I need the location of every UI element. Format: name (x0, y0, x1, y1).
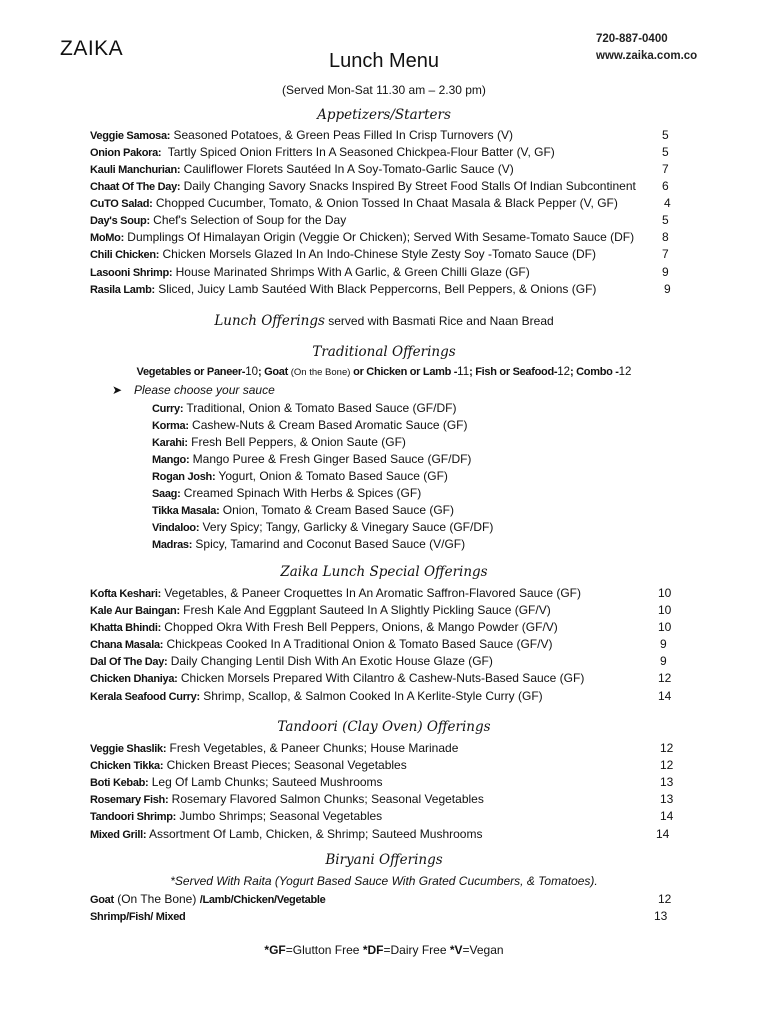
menu-item: Veggie Samosa: Seasoned Potatoes, & Green Peas Filled In Crisp Turnovers (V) 5 (90, 128, 669, 142)
item-price: 12 (658, 671, 672, 685)
item-price: 10 (658, 586, 672, 600)
lunch-offerings-heading: Lunch Offerings served with Basmati Rice and Naan Bread (214, 313, 554, 329)
item-price: 12 (660, 758, 674, 772)
section-heading-specials: Zaika Lunch Special Offerings (280, 564, 488, 580)
menu-item: Onion Pakora: Tartly Spiced Onion Fritters In A Seasoned Chickpea-Flour Batter (V, GF) 5 (90, 145, 669, 159)
menu-item: Kerala Seafood Curry: Shrimp, Scallop, & Salmon Cooked In A Kerlite-Style Curry (GF) 14 (90, 689, 672, 703)
section-heading-tandoori: Tandoori (Clay Oven) Offerings (277, 719, 491, 735)
menu-item: Veggie Shaslik: Fresh Vegetables, & Paneer Chunks; House Marinade 12 (90, 741, 674, 755)
item-price: 13 (660, 775, 674, 789)
item-price: 7 (662, 247, 669, 261)
sauce-item: Rogan Josh: Yogurt, Onion & Tomato Based Sauce (GF) (152, 469, 448, 483)
item-price: 4 (664, 196, 671, 210)
served-hours: (Served Mon-Sat 11.30 am – 2.30 pm) (282, 83, 486, 97)
menu-item: Rasila Lamb: Sliced, Juicy Lamb Sautéed With Black Peppercorns, Bell Peppers, & Onions (GF) 9 (90, 282, 671, 296)
traditional-prices: Vegetables or Paneer-10; Goat (On the Bone) or Chicken or Lamb -11; Fish or Seafood-12; Combo -12 (136, 366, 632, 378)
menu-item: Chili Chicken: Chicken Morsels Glazed In An Indo-Chinese Style Zesty Soy -Tomato Sauce (DF) 7 (90, 247, 669, 261)
menu-item: Day's Soup: Chef's Selection of Soup for the Day 5 (90, 213, 669, 227)
menu-item: Rosemary Fish: Rosemary Flavored Salmon Chunks; Seasonal Vegetables 13 (90, 792, 674, 806)
item-price: 14 (660, 809, 674, 823)
menu-item: Tandoori Shrimp: Jumbo Shrimps; Seasonal Vegetables 14 (90, 809, 674, 823)
item-price: 5 (662, 213, 669, 227)
website: www.zaika.com.co (596, 50, 698, 62)
menu-item: Goat (On The Bone) /Lamb/Chicken/Vegetable 12 (90, 892, 672, 906)
menu-item: Shrimp/Fish/ Mixed 13 (90, 909, 668, 923)
sauce-item: Tikka Masala: Onion, Tomato & Cream Based Sauce (GF) (152, 503, 454, 517)
sauce-item: Saag: Creamed Spinach With Herbs & Spices (GF) (152, 486, 422, 500)
menu-item: Mixed Grill: Assortment Of Lamb, Chicken, & Shrimp; Sauteed Mushrooms 14 (90, 827, 670, 841)
page-title: Lunch Menu (328, 50, 440, 72)
diet-legend: *GF=Glutton Free *DF=Dairy Free *V=Vegan (264, 943, 504, 957)
item-price: 13 (660, 792, 674, 806)
item-price: 9 (660, 654, 667, 668)
item-price: 14 (656, 827, 670, 841)
menu-item: Chicken Tikka: Chicken Breast Pieces; Seasonal Vegetables 12 (90, 758, 674, 772)
menu-item: Boti Kebab: Leg Of Lamb Chunks; Sauteed Mushrooms 13 (90, 775, 674, 789)
menu-item: Chaat Of The Day: Daily Changing Savory Snacks Inspired By Street Food Stalls Of Indian Subcontinent 6 (90, 179, 669, 193)
item-price: 8 (662, 230, 669, 244)
choose-sauce-note: ➤ Please choose your sauce (112, 383, 275, 397)
section-heading-biryani: Biryani Offerings (325, 852, 443, 868)
menu-item: Kofta Keshari: Vegetables, & Paneer Croquettes In An Aromatic Saffron-Flavored Sauce (GF) 10 (90, 586, 672, 600)
section-heading-appetizers: Appetizers/Starters (317, 107, 451, 123)
item-price: 12 (658, 892, 672, 906)
section-heading-traditional: Traditional Offerings (312, 344, 456, 360)
sauce-item: Vindaloo: Very Spicy; Tangy, Garlicky & Vinegary Sauce (GF/DF) (152, 520, 494, 534)
menu-item: CuTO Salad: Chopped Cucumber, Tomato, & Onion Tossed In Chaat Masala & Black Pepper (V, GF) 4 (90, 196, 671, 210)
sauce-item: Curry: Traditional, Onion & Tomato Based Sauce (GF/DF) (152, 401, 457, 415)
menu-item: Lasooni Shrimp: House Marinated Shrimps With A Garlic, & Green Chilli Glaze (GF) 9 (90, 265, 669, 279)
phone-number: 720-887-0400 (596, 33, 668, 45)
item-price: 10 (658, 620, 672, 634)
menu-item: MoMo: Dumplings Of Himalayan Origin (Veggie Or Chicken); Served With Sesame-Tomato Sauce (DF) 8 (90, 230, 669, 244)
brand-name: ZAIKA (60, 37, 124, 60)
sauce-item: Madras: Spicy, Tamarind and Coconut Based Sauce (V/GF) (152, 537, 466, 551)
item-price: 9 (664, 282, 671, 296)
menu-item: Kale Aur Baingan: Fresh Kale And Eggplant Sauteed In A Slightly Pickling Sauce (GF/V) 10 (90, 603, 672, 617)
sauce-item: Karahi: Fresh Bell Peppers, & Onion Saute (GF) (152, 435, 406, 449)
item-price: 9 (662, 265, 669, 279)
item-price: 13 (654, 909, 668, 923)
menu-item: Kauli Manchurian: Cauliflower Florets Sautéed In A Soy-Tomato-Garlic Sauce (V) 7 (90, 162, 669, 176)
item-price: 14 (658, 689, 672, 703)
menu-item: Khatta Bhindi: Chopped Okra With Fresh Bell Peppers, Onions, & Mango Powder (GF/V) 10 (90, 620, 672, 634)
sauce-item: Korma: Cashew-Nuts & Cream Based Aromatic Sauce (GF) (152, 418, 468, 432)
item-price: 5 (662, 128, 669, 142)
arrow-bullet-icon: ➤ (112, 383, 123, 397)
menu-item: Dal Of The Day: Daily Changing Lentil Dish With An Exotic House Glaze (GF) 9 (90, 654, 667, 668)
item-price: 10 (658, 603, 672, 617)
item-price: 12 (660, 741, 674, 755)
menu-item: Chicken Dhaniya: Chicken Morsels Prepared With Cilantro & Cashew-Nuts-Based Sauce (GF) 12 (90, 671, 672, 685)
menu-item: Chana Masala: Chickpeas Cooked In A Traditional Onion & Tomato Based Sauce (GF/V) 9 (90, 637, 667, 651)
item-price: 5 (662, 145, 669, 159)
item-price: 7 (662, 162, 669, 176)
item-price: 6 (662, 179, 669, 193)
biryani-note: *Served With Raita (Yogurt Based Sauce With Grated Cucumbers, & Tomatoes). (170, 874, 598, 888)
item-price: 9 (660, 637, 667, 651)
sauce-item: Mango: Mango Puree & Fresh Ginger Based Sauce (GF/DF) (152, 452, 472, 466)
